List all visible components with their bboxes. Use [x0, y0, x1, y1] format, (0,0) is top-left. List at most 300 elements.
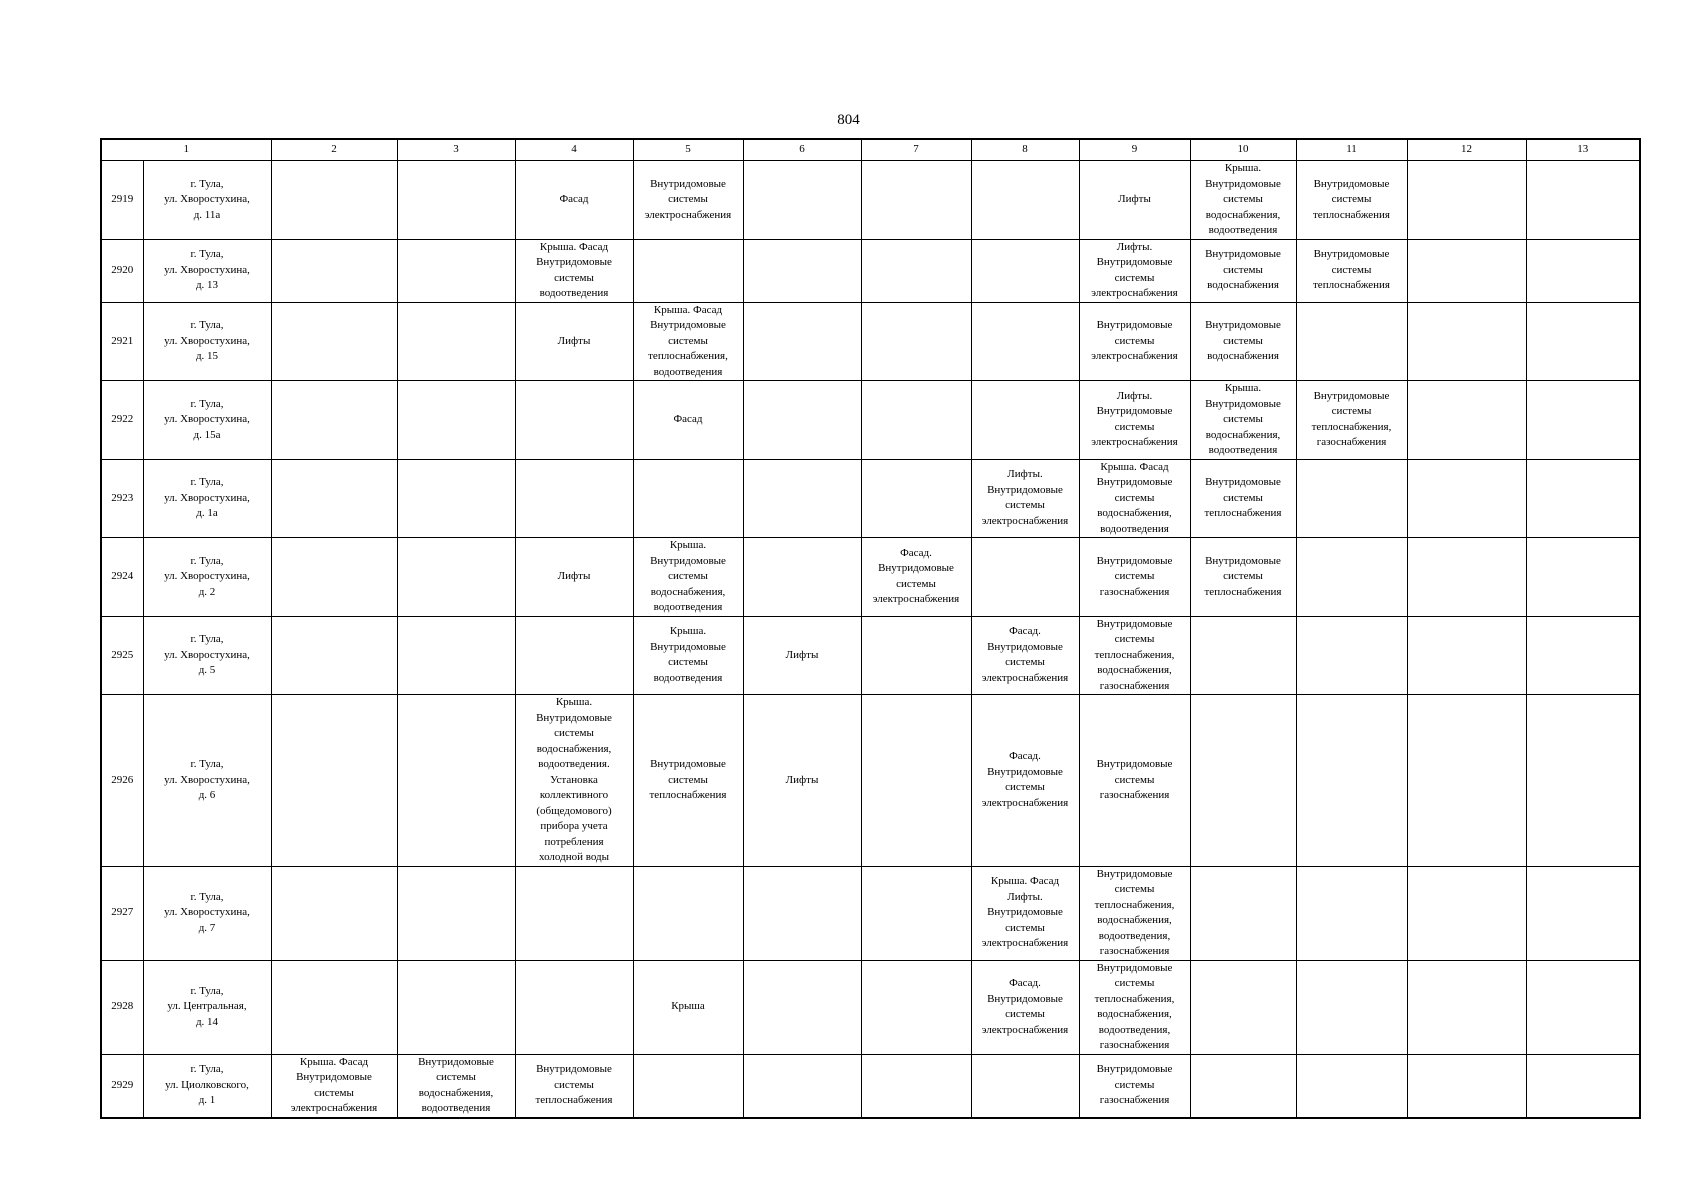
cell-line: Крыша. Фасад [990, 875, 1060, 888]
work-cell [1079, 381, 1190, 460]
table-row [101, 459, 1640, 538]
cell-line: водоотведения, [1098, 1023, 1171, 1036]
cell-line: водоснабжения, [1097, 914, 1172, 926]
work-cell [515, 1054, 633, 1118]
cell-line: холодной воды [538, 851, 610, 863]
cell-line: системы [668, 773, 708, 786]
row-number: 2927 [101, 866, 143, 960]
work-cell [861, 616, 971, 695]
cell-line: системы [554, 727, 594, 739]
cell-line: Внутридомовые [1096, 867, 1173, 880]
cell-line: системы [1223, 193, 1263, 205]
work-cell [271, 866, 397, 960]
cell-line: электроснабжения [1091, 287, 1178, 299]
work-cell [397, 538, 515, 617]
cell-line: системы [1114, 570, 1155, 582]
cell-line: водоотведения [1208, 444, 1278, 456]
address-cell [143, 1054, 271, 1118]
work-cell [515, 695, 633, 867]
work-cell [743, 960, 861, 1054]
cell-line: электроснабжения [981, 514, 1069, 527]
cell-line: Внутридомовые [296, 1071, 372, 1083]
cell-line: системы [1114, 883, 1155, 895]
work-cell [861, 161, 971, 240]
cell-line: Внутридомовые [1313, 248, 1390, 261]
cell-line: системы [1114, 491, 1155, 504]
address-cell [143, 381, 271, 460]
work-cell [861, 695, 971, 867]
cell-line: Лифты [1118, 193, 1151, 205]
cell-line: системы [1005, 781, 1045, 794]
work-cell [1190, 239, 1296, 302]
cell-line: системы [1223, 491, 1263, 504]
work-cell [1190, 302, 1296, 381]
cell-line: теплоснабжения [1313, 279, 1390, 292]
work-cell [1079, 960, 1190, 1054]
cell-line: Крыша. Фасад [1100, 460, 1169, 473]
cell-line: Лифты. [1116, 240, 1153, 253]
cell-line: Внутридомовые [878, 562, 954, 575]
cell-line: теплоснабжения [1204, 585, 1282, 598]
address-cell [143, 302, 271, 381]
cell-line: электроснабжения [1091, 350, 1178, 362]
work-cell [971, 1054, 1079, 1118]
cell-line: Внутридомовые [987, 483, 1063, 496]
row-number: 2922 [101, 381, 143, 460]
work-cell [515, 239, 633, 302]
address-cell [143, 459, 271, 538]
column-header: 3 [397, 139, 515, 161]
cell-line: г. Тула, [190, 984, 224, 997]
cell-line: Крыша. [669, 625, 707, 638]
work-cell [397, 616, 515, 695]
cell-line: Крыша. Фасад [539, 240, 609, 253]
work-cell [515, 459, 633, 538]
cell-line: электроснабжения [290, 1102, 378, 1114]
cell-line: теплоснабжения [1313, 208, 1390, 221]
work-cell [1079, 459, 1190, 538]
work-cell [271, 381, 397, 460]
table-row [101, 616, 1640, 695]
cell-line: системы [668, 570, 708, 582]
work-cell [397, 161, 515, 240]
cell-line: водоотведения [421, 1102, 491, 1114]
cell-line: г. Тула, [190, 633, 224, 645]
cell-line: Лифты [785, 773, 819, 786]
cell-line: г. Тула, [190, 1063, 224, 1076]
cell-line: газоснабжения [1099, 1094, 1170, 1107]
column-header: 11 [1296, 139, 1407, 161]
work-cell [515, 302, 633, 381]
cell-line: Лифты. [1007, 468, 1043, 481]
cell-line: Внутридомовые [650, 640, 726, 653]
cell-line: г. Тула, [190, 397, 224, 410]
work-cell [1190, 695, 1296, 867]
cell-line: системы [668, 334, 708, 347]
cell-line: водоотведения, [1098, 929, 1171, 942]
work-cell [633, 1054, 743, 1118]
cell-line: ул. Хворостухина, [164, 263, 250, 276]
cell-line: Фасад [673, 413, 703, 425]
work-cell [633, 538, 743, 617]
cell-line: Лифты. [1116, 389, 1153, 402]
cell-line: д. 7 [198, 921, 216, 934]
cell-line: д. 2 [198, 585, 216, 598]
cell-line: системы [668, 193, 708, 205]
cell-line: Внутридомовые [987, 765, 1063, 778]
work-cell [861, 381, 971, 460]
cell-line: Внутридомовые [1205, 554, 1281, 567]
work-cell [1190, 459, 1296, 538]
work-cell [971, 459, 1079, 538]
work-cell [633, 381, 743, 460]
work-cell [271, 459, 397, 538]
work-cell [397, 695, 515, 867]
cell-line: потребления [544, 835, 604, 848]
cell-line: Фасад. [1009, 977, 1041, 989]
cell-line: Внутридомовые [536, 256, 612, 268]
cell-line: теплоснабжения, [1094, 648, 1175, 661]
work-cell [861, 1054, 971, 1118]
cell-line: системы [1114, 977, 1155, 989]
cell-line: системы [554, 271, 594, 284]
work-cell [971, 616, 1079, 695]
row-number: 2926 [101, 695, 143, 867]
cell-line: Установка [550, 773, 598, 786]
cell-line: теплоснабжения, [648, 350, 728, 362]
work-cell [633, 616, 743, 695]
cell-line: ул. Центральная, [167, 1000, 247, 1013]
cell-line: Внутридомовые [987, 640, 1063, 653]
cell-line: газоснабжения [1099, 679, 1170, 692]
work-cell [1407, 302, 1526, 381]
work-cell [1526, 302, 1640, 381]
work-cell [1079, 239, 1190, 302]
work-cell [861, 866, 971, 960]
work-cell [1526, 616, 1640, 695]
cell-line: г. Тула, [190, 319, 224, 331]
work-cell [397, 866, 515, 960]
cell-line: системы [1223, 570, 1263, 582]
cell-line: системы [1005, 921, 1045, 934]
table-row [101, 960, 1640, 1054]
column-header: 1 [101, 139, 271, 161]
cell-line: водоотведения [1208, 224, 1278, 236]
work-cell [743, 239, 861, 302]
cell-line: газоснабжения [1099, 945, 1170, 957]
cell-line: г. Тула, [190, 890, 224, 903]
table-row [101, 161, 1640, 240]
cell-line: ул. Хворостухина, [164, 570, 250, 582]
cell-line: Фасад. [1009, 625, 1041, 638]
cell-line: Внутридомовые [650, 319, 726, 331]
work-cell [1079, 616, 1190, 695]
work-cell [397, 459, 515, 538]
cell-line: г. Тула, [190, 476, 224, 488]
work-cell [861, 302, 971, 381]
row-number: 2919 [101, 161, 143, 240]
cell-line: водоотведения [653, 601, 723, 613]
work-cell [271, 1054, 397, 1118]
work-cell [1190, 616, 1296, 695]
cell-line: Внутридомовые [1313, 177, 1390, 190]
work-cell [633, 239, 743, 302]
work-cell [271, 302, 397, 381]
cell-line: системы [554, 1078, 594, 1091]
work-cell [971, 866, 1079, 960]
work-cell [1079, 161, 1190, 240]
work-cell [1407, 161, 1526, 240]
cell-line: Внутридомовые [1096, 961, 1173, 974]
work-cell [1526, 866, 1640, 960]
work-cell [515, 381, 633, 460]
cell-line: системы [1114, 420, 1155, 433]
cell-line: системы [1331, 263, 1372, 276]
work-cell [861, 538, 971, 617]
cell-line: системы [1331, 405, 1372, 418]
column-header: 12 [1407, 139, 1526, 161]
work-cell [1079, 538, 1190, 617]
work-cell [397, 302, 515, 381]
work-cell [1526, 161, 1640, 240]
cell-line: Внутридомовые [1096, 319, 1173, 331]
work-cell [1190, 1054, 1296, 1118]
cell-line: Внутридомовые [1096, 554, 1173, 567]
cell-line: Внутридомовые [1205, 177, 1281, 190]
work-cell [1296, 695, 1407, 867]
table-row [101, 381, 1640, 460]
column-header: 8 [971, 139, 1079, 161]
cell-line: Фасад [559, 193, 589, 205]
cell-line: водоотведения. [538, 758, 610, 770]
work-cell [1079, 302, 1190, 381]
cell-line: Внутридомовые [1205, 397, 1281, 410]
work-cell [1296, 1054, 1407, 1118]
work-cell [1190, 381, 1296, 460]
cell-line: ул. Хворостухина, [164, 648, 250, 661]
work-cell [633, 302, 743, 381]
cell-line: Лифты. [1007, 890, 1043, 903]
work-cell [271, 161, 397, 240]
cell-line: прибора учета [540, 820, 608, 832]
cell-line: системы [668, 656, 708, 669]
work-cell [397, 960, 515, 1054]
cell-line: Крыша. Фасад [299, 1055, 369, 1068]
cell-line: водоснабжения, [418, 1086, 494, 1099]
cell-line: теплоснабжения [1204, 507, 1282, 519]
cell-line: электроснабжения [981, 671, 1069, 684]
work-cell [1079, 866, 1190, 960]
work-cell [1407, 239, 1526, 302]
address-cell [143, 695, 271, 867]
work-cell [1190, 538, 1296, 617]
cell-line: Крыша. Фасад [653, 303, 723, 316]
work-cell [515, 960, 633, 1054]
work-cell [397, 381, 515, 460]
cell-line: системы [436, 1071, 476, 1083]
work-cell [633, 459, 743, 538]
work-cell [1407, 695, 1526, 867]
cell-line: газоснабжения [1099, 585, 1170, 598]
work-cell [861, 459, 971, 538]
work-cell [1296, 161, 1407, 240]
cell-line: Внутридомовые [1096, 256, 1173, 268]
cell-line: водоснабжения, [536, 742, 612, 755]
cell-line: Внутридомовые [1096, 1063, 1173, 1076]
cell-line: г. Тула, [190, 758, 224, 770]
work-cell [971, 960, 1079, 1054]
work-cell [271, 239, 397, 302]
address-cell [143, 616, 271, 695]
row-number: 2920 [101, 239, 143, 302]
work-cell [1526, 459, 1640, 538]
row-number: 2925 [101, 616, 143, 695]
work-cell [1296, 616, 1407, 695]
work-cell [633, 866, 743, 960]
work-cell [397, 239, 515, 302]
table-row [101, 239, 1640, 302]
work-cell [861, 960, 971, 1054]
cell-line: ул. Хворостухина, [164, 413, 250, 425]
repair-schedule-table [100, 138, 1641, 1119]
column-header: 10 [1190, 139, 1296, 161]
column-header: 5 [633, 139, 743, 161]
work-cell [1526, 239, 1640, 302]
cell-line: электроснабжения [644, 208, 732, 221]
work-cell [743, 381, 861, 460]
cell-line: электроснабжения [872, 593, 960, 606]
cell-line: системы [1114, 633, 1155, 645]
cell-line: теплоснабжения, [1094, 898, 1175, 911]
cell-line: Крыша. [1224, 382, 1262, 394]
cell-line: ул. Хворостухина, [164, 773, 250, 786]
cell-line: Внутридомовые [1205, 476, 1281, 488]
cell-line: Крыша. [1224, 162, 1262, 174]
address-cell [143, 239, 271, 302]
cell-line: Внутридомовые [1096, 617, 1173, 630]
cell-line: Внутридомовые [418, 1055, 494, 1068]
work-cell [1296, 960, 1407, 1054]
work-cell [633, 695, 743, 867]
work-cell [1407, 459, 1526, 538]
work-cell [1526, 538, 1640, 617]
cell-line: системы [1005, 499, 1045, 512]
cell-line: водоснабжения, [1097, 664, 1172, 676]
cell-line: теплоснабжения [649, 789, 727, 801]
cell-line: г. Тула, [190, 554, 224, 567]
cell-line: Внутридомовые [650, 758, 726, 770]
work-cell [1296, 459, 1407, 538]
work-cell [633, 960, 743, 1054]
work-cell [743, 459, 861, 538]
work-cell [1407, 616, 1526, 695]
work-cell [1190, 866, 1296, 960]
cell-line: Лифты [557, 570, 591, 582]
work-cell [1407, 538, 1526, 617]
column-header: 4 [515, 139, 633, 161]
cell-line: Фасад. [900, 546, 932, 559]
cell-line: водоотведения [539, 287, 609, 299]
table-row [101, 695, 1640, 867]
cell-line: системы [1005, 656, 1045, 669]
work-cell [1190, 161, 1296, 240]
cell-line: Внутридомовые [536, 1063, 612, 1076]
cell-line: газоснабжения [1099, 789, 1170, 801]
cell-line: водоснабжения, [650, 585, 726, 598]
cell-line: Фасад. [1009, 750, 1041, 763]
cell-line: д. 5 [198, 664, 216, 676]
cell-line: Внутридомовые [650, 554, 726, 567]
cell-line: системы [1005, 1008, 1045, 1020]
column-header: 6 [743, 139, 861, 161]
cell-line: системы [1223, 413, 1263, 425]
cell-line: ул. Хворостухина, [164, 491, 250, 504]
work-cell [971, 239, 1079, 302]
column-header: 7 [861, 139, 971, 161]
cell-line: системы [1114, 271, 1155, 284]
work-cell [1296, 239, 1407, 302]
row-number: 2924 [101, 538, 143, 617]
column-header: 13 [1526, 139, 1640, 161]
cell-line: Крыша. [555, 696, 593, 708]
work-cell [971, 695, 1079, 867]
cell-line: водоотведения [1100, 522, 1169, 535]
work-cell [1526, 1054, 1640, 1118]
cell-line: Внутридомовые [1313, 389, 1390, 402]
cell-line: д. 14 [195, 1015, 219, 1028]
cell-line: Крыша. [669, 539, 707, 551]
row-number: 2929 [101, 1054, 143, 1118]
table-row [101, 302, 1640, 381]
cell-line: ул. Хворостухина, [164, 906, 250, 919]
header-row [101, 139, 1640, 161]
cell-line: д. 6 [198, 789, 216, 801]
work-cell [971, 302, 1079, 381]
cell-line: Внутридомовые [987, 992, 1063, 1005]
cell-line: (общедомового) [536, 804, 612, 817]
work-cell [271, 538, 397, 617]
address-cell [143, 960, 271, 1054]
work-cell [743, 866, 861, 960]
work-cell [743, 695, 861, 867]
cell-line: ул. Хворостухина, [164, 334, 250, 347]
cell-line: теплоснабжения, [1311, 420, 1392, 433]
column-header: 9 [1079, 139, 1190, 161]
work-cell [743, 616, 861, 695]
row-number: 2928 [101, 960, 143, 1054]
cell-line: системы [1114, 334, 1155, 347]
table-row [101, 538, 1640, 617]
cell-line: водоотведения [653, 671, 723, 684]
cell-line: электроснабжения [981, 1023, 1069, 1036]
cell-line: системы [1223, 334, 1263, 347]
cell-line: Внутридомовые [1096, 405, 1173, 418]
cell-line: д. 15 [195, 350, 219, 362]
work-cell [1296, 866, 1407, 960]
work-cell [1296, 381, 1407, 460]
cell-line: системы [1331, 193, 1372, 205]
work-cell [1407, 381, 1526, 460]
cell-line: д. 1а [196, 507, 218, 519]
table-row [101, 866, 1640, 960]
cell-line: Внутридомовые [1096, 476, 1173, 488]
cell-line: системы [314, 1086, 354, 1099]
work-cell [271, 616, 397, 695]
cell-line: газоснабжения [1099, 1039, 1170, 1051]
cell-line: водоотведения [653, 365, 723, 378]
cell-line: Внутридомовые [650, 177, 726, 190]
table-row [101, 1054, 1640, 1118]
